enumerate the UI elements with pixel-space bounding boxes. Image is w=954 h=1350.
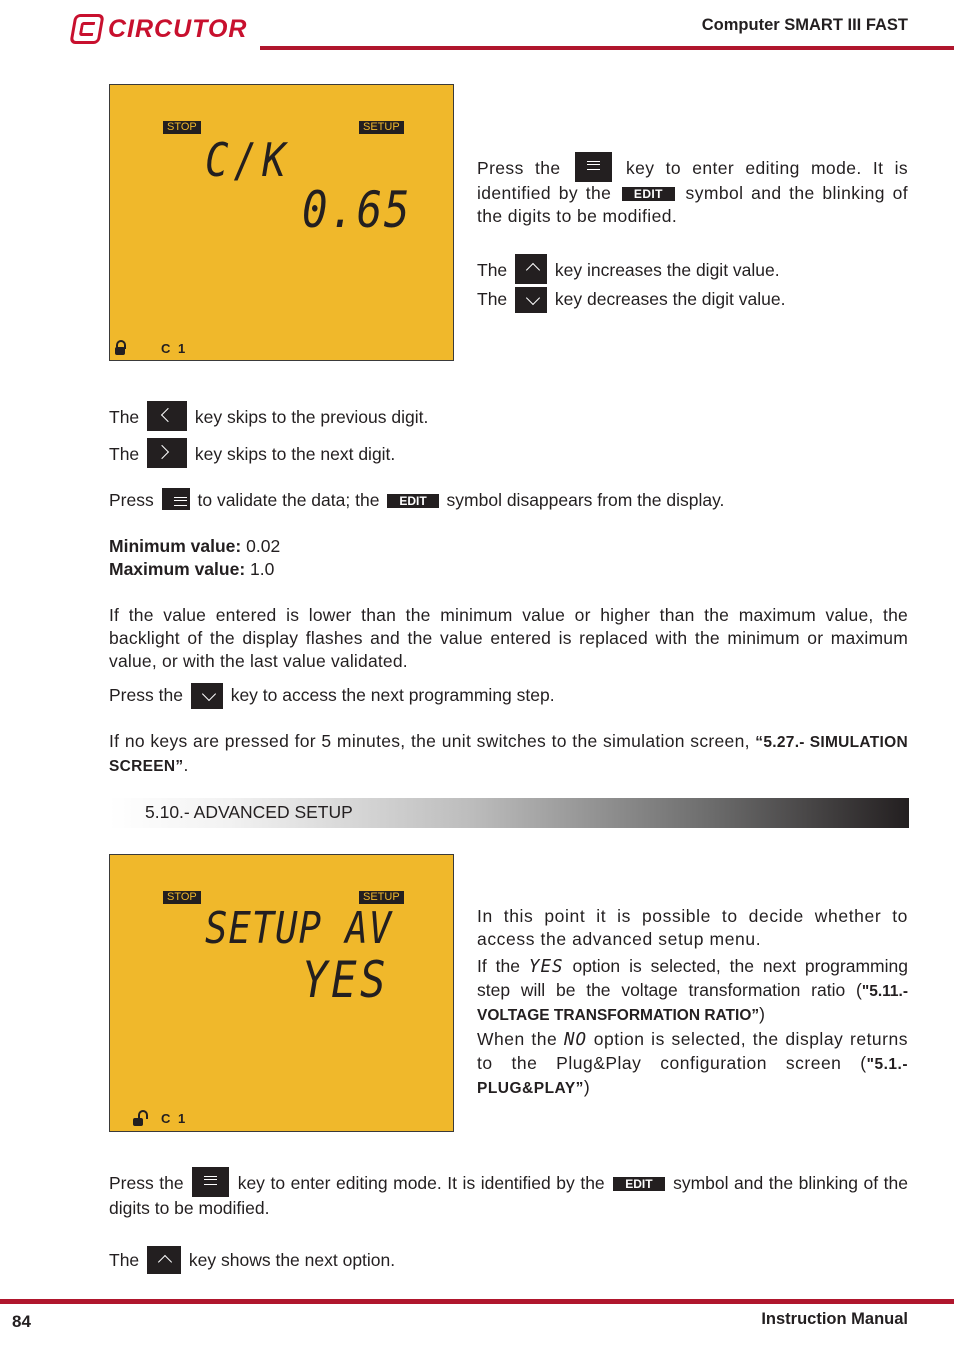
lcd-display-ck xyxy=(109,84,454,361)
text-segment: key to enter editing mode. It is identified by the xyxy=(237,1173,605,1193)
text-segment: key shows the next option. xyxy=(188,1250,396,1270)
previous-digit-instruction xyxy=(109,401,428,431)
text-segment: When the xyxy=(477,1029,558,1049)
text-segment: key decreases the digit value. xyxy=(554,289,786,309)
setup-indicator: SETUP xyxy=(359,121,404,134)
setup-indicator: SETUP xyxy=(359,891,404,904)
channel-indicator: C 1 xyxy=(161,341,188,356)
text-segment: The xyxy=(109,407,140,427)
text-segment: If the xyxy=(477,956,520,976)
text-segment: The xyxy=(109,444,140,464)
menu-key-icon xyxy=(162,488,190,510)
text-segment: The xyxy=(477,289,508,309)
next-step-instruction xyxy=(109,683,555,709)
text-segment: Press the xyxy=(109,1173,184,1193)
left-key-icon xyxy=(147,401,187,431)
footer-rule xyxy=(0,1299,954,1304)
menu-key-icon xyxy=(192,1167,229,1197)
maximum-label: Maximum value: xyxy=(109,559,246,579)
edit-symbol: EDIT xyxy=(387,494,438,508)
minimum-value xyxy=(109,535,280,558)
stop-indicator: STOP xyxy=(163,891,201,904)
lock-open-icon xyxy=(133,1118,143,1126)
lcd-line-1: C/K xyxy=(205,133,291,187)
down-key-icon xyxy=(191,683,223,709)
text-segment: . xyxy=(183,755,189,775)
text-segment: ) xyxy=(759,1004,765,1024)
text-segment: key to enter editing mode. It is identified by the xyxy=(477,158,909,203)
lcd-display-setup-av xyxy=(109,854,454,1132)
lock-closed-icon xyxy=(115,347,125,355)
document-title: Computer SMART III FAST xyxy=(701,16,908,34)
menu-key-icon xyxy=(575,152,612,182)
page-number: 84 xyxy=(12,1312,31,1331)
text-segment: to validate the data; the xyxy=(197,490,380,510)
section-reference: “5.27.- SIMULATION SCREEN” xyxy=(109,734,908,775)
next-digit-instruction xyxy=(109,438,395,468)
validate-instruction xyxy=(109,488,724,512)
text-segment: symbol and the blinking of the digits to be modified. xyxy=(477,183,908,226)
up-key-instruction xyxy=(477,254,780,284)
text-segment: If no keys are pressed for 5 minutes, the unit switches to the simulation screen, xyxy=(109,731,750,751)
maximum-value xyxy=(109,558,274,581)
no-option-description xyxy=(477,1028,908,1100)
lcd-line-2: YES xyxy=(302,951,389,1009)
section-heading: 5.10.- ADVANCED SETUP xyxy=(145,802,353,822)
text-segment: Press the xyxy=(109,685,183,705)
text-segment: Press xyxy=(109,490,154,510)
text-segment: option is selected, the display returns to the Plug&Play configuration screen ( xyxy=(477,1029,908,1073)
edit-mode-instruction xyxy=(477,152,908,228)
timeout-paragraph xyxy=(109,730,908,778)
section-reference: "5.1.- PLUG&PLAY” xyxy=(477,1056,908,1097)
up-key-icon xyxy=(147,1246,181,1274)
edit-symbol: EDIT xyxy=(613,1177,664,1191)
text-segment: The xyxy=(477,260,508,280)
header-rule xyxy=(260,46,954,50)
up-key-icon xyxy=(515,254,547,284)
section-reference: "5.11.- VOLTAGE TRANSFORMATION RATIO” xyxy=(477,983,908,1024)
edit-symbol: EDIT xyxy=(622,187,675,201)
stop-indicator: STOP xyxy=(163,121,201,134)
text-segment: key to access the next programming step. xyxy=(230,685,555,705)
minimum-value-number: 0.02 xyxy=(246,536,281,556)
text-segment: key increases the digit value. xyxy=(554,260,780,280)
edit-mode-instruction-2 xyxy=(109,1167,908,1220)
text-segment: ) xyxy=(583,1077,591,1097)
minimum-label: Minimum value: xyxy=(109,536,242,556)
text-segment: key skips to the previous digit. xyxy=(194,407,429,427)
manual-title: Instruction Manual xyxy=(761,1310,908,1328)
text-segment: symbol disappears from the display. xyxy=(446,490,725,510)
yes-segment-word: YES xyxy=(528,957,564,977)
text-segment: The xyxy=(109,1250,140,1270)
down-key-instruction xyxy=(477,287,785,313)
lcd-line-2: 0.65 xyxy=(302,181,412,239)
down-key-icon xyxy=(515,287,547,313)
text-segment: symbol and the blinking of the digits to be modified. xyxy=(109,1173,908,1218)
brand-name: CIRCUTOR xyxy=(108,14,248,43)
text-segment: Press the xyxy=(477,158,561,178)
right-key-icon xyxy=(147,438,187,468)
lcd-line-1: SETUP AV xyxy=(205,903,392,954)
channel-indicator: C 1 xyxy=(161,1111,188,1126)
next-option-instruction xyxy=(109,1246,395,1274)
circutor-logo-icon xyxy=(69,14,104,44)
text-segment: option is selected, the next programming step will be the voltage transformation ratio ( xyxy=(477,956,908,1000)
range-paragraph: If the value entered is lower than the minimum value or higher than the maximum value, the backlight of the display flashes and the value entered is replaced with the minimum or maximum value, or with the last value validated. xyxy=(109,605,908,671)
circutor-logo xyxy=(72,12,247,46)
text-segment: key skips to the next digit. xyxy=(194,444,396,464)
advanced-setup-intro: In this point it is possible to decide whether to access the advanced setup menu. xyxy=(477,906,908,949)
maximum-value-number: 1.0 xyxy=(250,559,275,579)
no-segment-word: NO xyxy=(563,1030,588,1050)
yes-option-description xyxy=(477,955,908,1027)
